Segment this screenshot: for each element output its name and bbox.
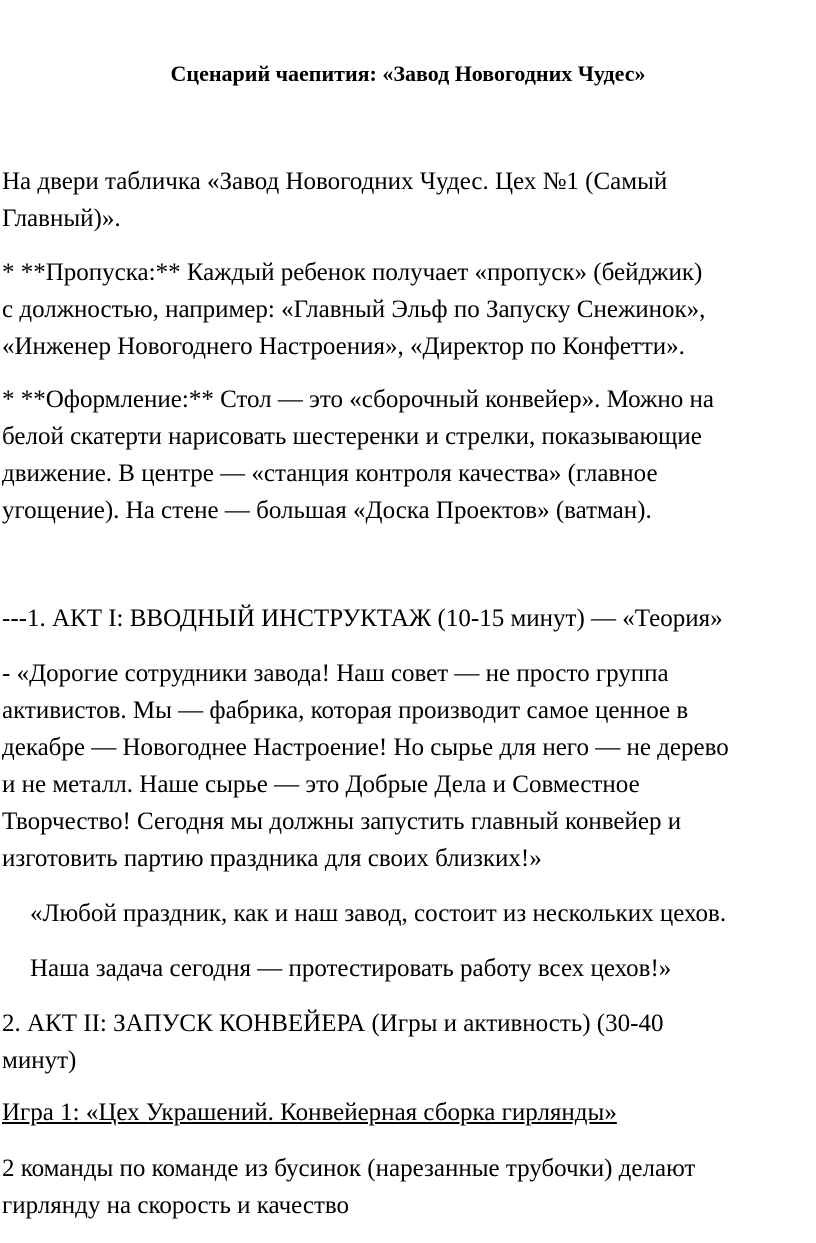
quote-line-1: «Любой праздник, как и наш завод, состоит из нескольких цехов.	[30, 900, 727, 927]
act2-heading	[2, 1005, 814, 1079]
act1-heading: ---1. АКТ I: ВВОДНЫЙ ИНСТРУКТАЖ (10-15 минут) — «Теория»	[2, 605, 723, 632]
game1-title: Игра 1: «Цех Украшений. Конвейерная сборка гирлянды»	[2, 1099, 617, 1126]
welcome-speech	[2, 655, 814, 877]
text-line: * **Оформление:** Стол — это «сборочный конвейер». Можно на	[2, 386, 714, 413]
text-line: декабре — Новогоднее Настроение! Но сырье для него — не дерево	[2, 734, 729, 761]
text-line: 2 команды по команде из бусинок (нарезанные трубочки) делают	[2, 1155, 696, 1182]
text-line: Главный)».	[2, 205, 121, 232]
text-line: гирлянду на скорость и качество	[2, 1192, 350, 1219]
text-line: движение. В центре — «станция контроля качества» (главное	[2, 460, 658, 487]
text-line: угощение). На стене — большая «Доска Проектов» (ватман).	[2, 497, 652, 524]
text-line: Творчество! Сегодня мы должны запустить главный конвейер и	[2, 808, 682, 835]
text-line: «Инженер Новогоднего Настроения», «Директор по Конфетти».	[2, 333, 685, 360]
text-line: изготовить партию праздника для своих близких!»	[2, 845, 542, 872]
pass-bullet	[2, 254, 814, 365]
text-line: и не металл. Наше сырье — это Добрые Дела и Совместное	[2, 771, 640, 798]
text-line: * **Пропуска:** Каждый ребенок получает «пропуск» (бейджик)	[2, 259, 703, 286]
text-line: с должностью, например: «Главный Эльф по Запуску Снежинок»,	[2, 296, 706, 323]
text-line: На двери табличка «Завод Новогодних Чудес. Цех №1 (Самый	[2, 168, 668, 195]
text-line: 2. АКТ II: ЗАПУСК КОНВЕЙЕРА (Игры и активность) (30-40	[2, 1010, 664, 1037]
quote-line-2: Наша задача сегодня — протестировать работу всех цехов!»	[30, 955, 672, 982]
text-line: активистов. Мы — фабрика, которая производит самое ценное в	[2, 697, 689, 724]
text-line: белой скатерти нарисовать шестеренки и стрелки, показывающие	[2, 423, 702, 450]
text-line: - «Дорогие сотрудники завода! Наш совет — не просто группа	[2, 660, 669, 687]
decoration-bullet	[2, 381, 814, 529]
game1-description	[2, 1150, 814, 1224]
text-line: минут)	[2, 1047, 77, 1074]
intro-paragraph	[2, 163, 814, 237]
document-title: Сценарий чаепития: «Завод Новогодних Чудес»	[170, 61, 646, 86]
